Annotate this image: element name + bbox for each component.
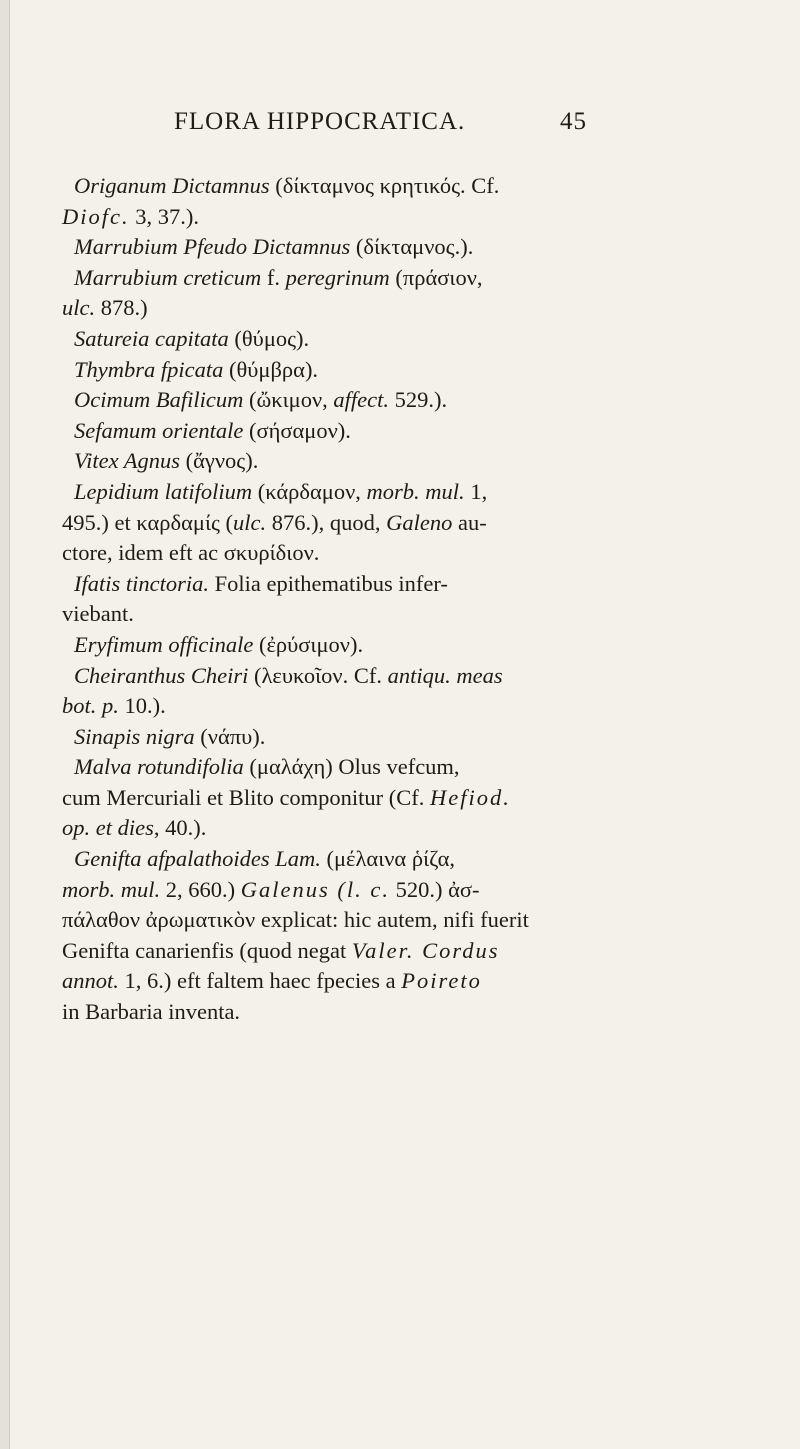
text-segment: 876.), quod, <box>266 509 387 535</box>
text-line <box>62 936 672 967</box>
text-segment: 2, 660.) <box>160 876 241 902</box>
page-number: 45 <box>560 108 587 135</box>
text-segment: (νάπυ). <box>194 723 266 749</box>
italic-segment: Eryfimum officinale <box>74 631 254 657</box>
italic-segment: op. et dies <box>62 815 154 841</box>
text-line <box>62 722 672 753</box>
text-line <box>62 875 672 906</box>
text-segment: (μέλαινα ῥίζα, <box>320 846 456 872</box>
italic-segment: morb. mul. <box>366 478 465 504</box>
text-line <box>62 661 672 692</box>
italic-segment: Marrubium creticum <box>74 264 262 290</box>
text-line <box>62 385 672 416</box>
text-segment: (δίκταμνος.). <box>350 234 474 260</box>
italic-segment: Cheiranthus Cheiri <box>74 662 249 688</box>
italic-segment: Diofc. <box>62 203 130 229</box>
text-segment: (πράσιον, <box>389 264 483 290</box>
text-segment: 495.) et καρδαμίς ( <box>62 509 234 535</box>
text-line <box>62 263 672 294</box>
italic-segment: bot. p. <box>62 693 119 719</box>
italic-segment: Galeno <box>386 509 453 535</box>
italic-segment: Ocimum Bafilicum <box>74 387 244 413</box>
italic-segment: Satureia capitata <box>74 325 229 351</box>
italic-segment: Genifta afpalathoides Lam. <box>74 846 321 872</box>
text-line <box>62 813 672 844</box>
text-line <box>62 508 672 539</box>
italic-segment: Ifatis tinctoria. <box>74 570 209 596</box>
text-line <box>62 324 672 355</box>
text-segment: 878.) <box>95 295 148 321</box>
text-line <box>62 630 672 661</box>
italic-segment: Origanum Dictamnus <box>74 173 270 198</box>
text-segment: (ἄγνος). <box>180 448 259 474</box>
italic-segment: morb. mul. <box>62 876 161 902</box>
italic-segment: peregrinum <box>285 264 390 290</box>
text-line <box>62 293 672 324</box>
italic-segment: ulc. <box>233 509 267 535</box>
text-line <box>62 446 672 477</box>
text-segment: (λευκοῖον. Cf. <box>248 662 388 688</box>
text-segment: , 40.). <box>153 815 207 841</box>
text-segment: in Barbaria inventa. <box>62 999 241 1025</box>
italic-segment: Sinapis nigra <box>74 723 195 749</box>
text-segment: (κάρδαμον, <box>252 478 367 504</box>
text-line <box>62 997 672 1028</box>
italic-segment: ulc. <box>62 295 96 321</box>
text-line <box>62 905 672 936</box>
text-line <box>62 783 672 814</box>
page-binding-edge <box>0 0 10 1449</box>
text-segment: ctore, idem eft ac σκυρίδιον. <box>62 540 320 566</box>
text-line <box>62 691 672 722</box>
italic-segment: Thymbra fpicata <box>74 356 224 382</box>
text-segment: Folia epithematibus infer- <box>209 570 448 596</box>
italic-segment: Malva rotundifolia <box>74 754 244 780</box>
body-text <box>62 171 672 1028</box>
text-segment: Genifta canarienfis (quod negat <box>62 937 352 963</box>
text-segment: (ὤκιμον, <box>243 387 334 413</box>
text-segment: (μαλάχη) Olus vefcum, <box>243 754 460 780</box>
italic-segment: Sefamum orientale <box>74 417 244 443</box>
text-segment: 3, 37.). <box>129 203 199 229</box>
italic-segment: affect. <box>333 387 390 413</box>
text-segment: (θύμος). <box>228 325 310 351</box>
text-segment: au- <box>452 509 487 535</box>
italic-segment: Vitex Agnus <box>74 448 181 474</box>
text-line <box>62 752 672 783</box>
italic-segment: Poireto <box>401 968 482 994</box>
text-segment: f. <box>261 264 286 290</box>
text-segment: viebant. <box>62 601 134 627</box>
text-segment: 520.) ἀσ- <box>390 876 480 902</box>
text-line <box>62 477 672 508</box>
text-segment: (σήσαμον). <box>243 417 351 443</box>
text-segment: 529.). <box>389 387 448 413</box>
text-segment: 10.). <box>118 693 166 719</box>
text-line <box>62 355 672 386</box>
italic-segment: Valer. Cordus <box>351 937 500 963</box>
text-line <box>62 416 672 447</box>
text-segment: 1, <box>464 478 488 504</box>
italic-segment: Marrubium Pfeudo Dictamnus <box>74 234 351 260</box>
text-segment: πάλαθον ἀρωματικὸν explicat: hic autem, nifi fuerit <box>62 907 529 933</box>
text-segment: (δίκταμνος κρητικός. Cf. <box>269 173 500 198</box>
italic-segment: Galenus (l. c. <box>240 876 390 902</box>
text-line <box>62 171 672 202</box>
text-segment: (ἐρύσιμον). <box>253 631 364 657</box>
text-line <box>62 232 672 263</box>
text-line <box>62 538 672 569</box>
text-line <box>62 844 672 875</box>
italic-segment: Hefiod. <box>430 784 511 810</box>
text-line <box>62 966 672 997</box>
italic-segment: annot. <box>62 968 119 994</box>
text-line <box>62 569 672 600</box>
running-header <box>0 108 800 148</box>
text-line <box>62 599 672 630</box>
text-segment: cum Mercuriali et Blito componitur (Cf. <box>62 784 431 810</box>
italic-segment: Lepidium latifolium <box>74 478 253 504</box>
text-line <box>62 202 672 233</box>
text-segment: (θύμβρα). <box>223 356 319 382</box>
running-title: FLORA HIPPOCRATICA. <box>174 108 466 135</box>
text-segment: 1, 6.) eft faltem haec fpecies a <box>118 968 402 994</box>
italic-segment: antiqu. meas <box>387 662 503 688</box>
